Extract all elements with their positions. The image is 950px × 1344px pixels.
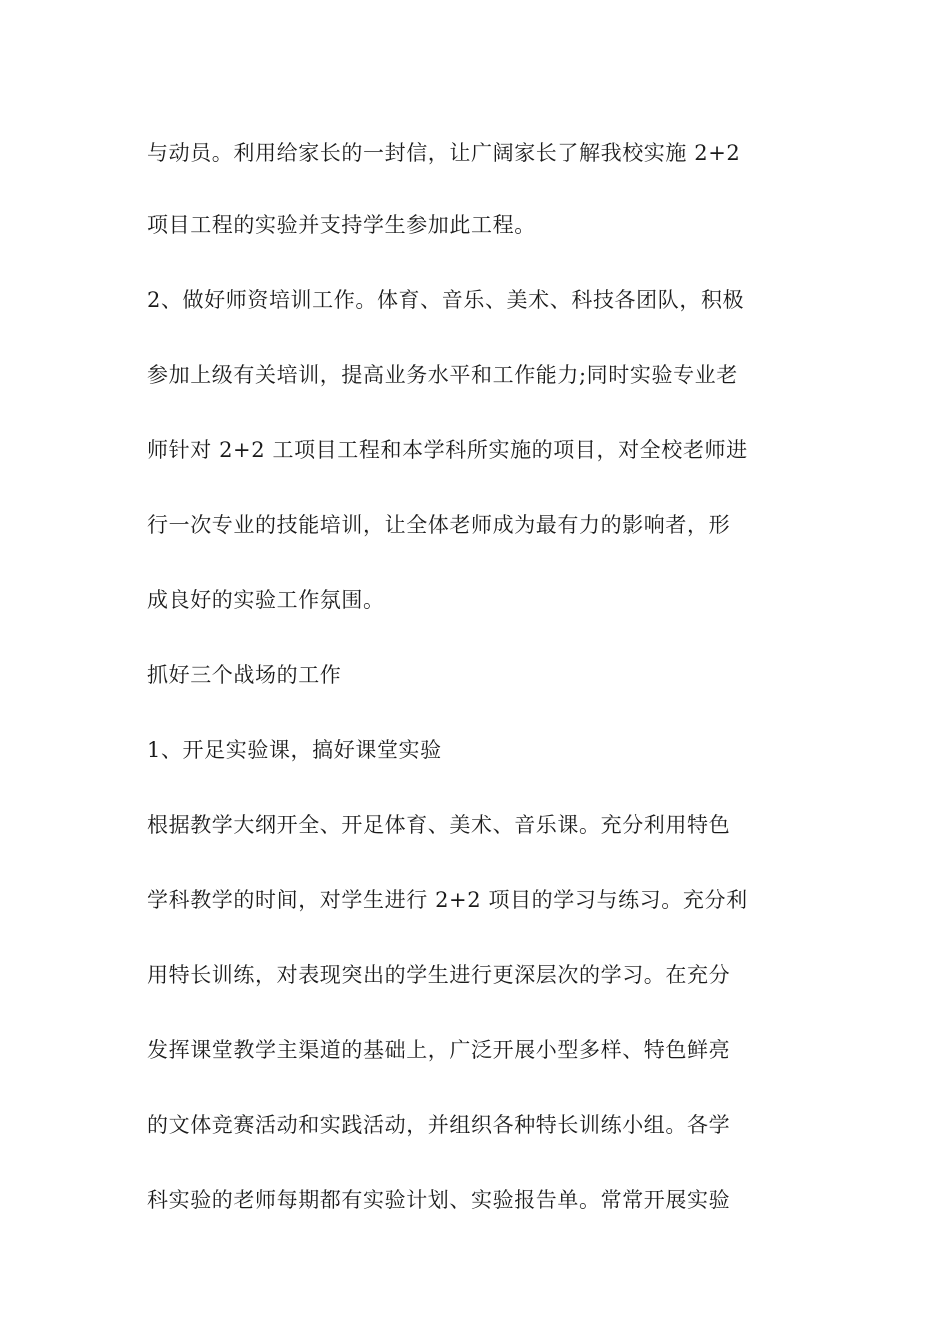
text-line: 2、做好师资培训工作。体育、音乐、美术、科技各团队，积极	[147, 288, 745, 312]
text-line: 根据教学大纲开全、开足体育、美术、音乐课。充分利用特色	[147, 813, 731, 837]
text-line: 参加上级有关培训，提高业务水平和工作能力;同时实验专业老	[147, 363, 738, 387]
section-heading: 抓好三个战场的工作	[147, 663, 342, 687]
text-line: 项目工程的实验并支持学生参加此工程。	[147, 213, 536, 237]
text-line: 用特长训练，对表现突出的学生进行更深层次的学习。在充分	[147, 963, 731, 987]
text-line: 师针对 2+2 工项目工程和本学科所实施的项目，对全校老师进	[147, 438, 748, 462]
text-line: 与动员。利用给家长的一封信，让广阔家长了解我校实施 2+2	[147, 141, 741, 165]
text-line: 学科教学的时间，对学生进行 2+2 项目的学习与练习。充分利	[147, 888, 748, 912]
text-line: 行一次专业的技能培训，让全体老师成为最有力的影响者，形	[147, 513, 731, 537]
text-line: 发挥课堂教学主渠道的基础上，广泛开展小型多样、特色鲜亮	[147, 1038, 731, 1062]
text-line: 科实验的老师每期都有实验计划、实验报告单。常常开展实验	[147, 1188, 731, 1212]
text-line: 成良好的实验工作氛围。	[147, 588, 385, 612]
subsection-heading: 1、开足实验课，搞好课堂实验	[147, 738, 442, 762]
text-line: 的文体竞赛活动和实践活动，并组织各种特长训练小组。各学	[147, 1113, 731, 1137]
